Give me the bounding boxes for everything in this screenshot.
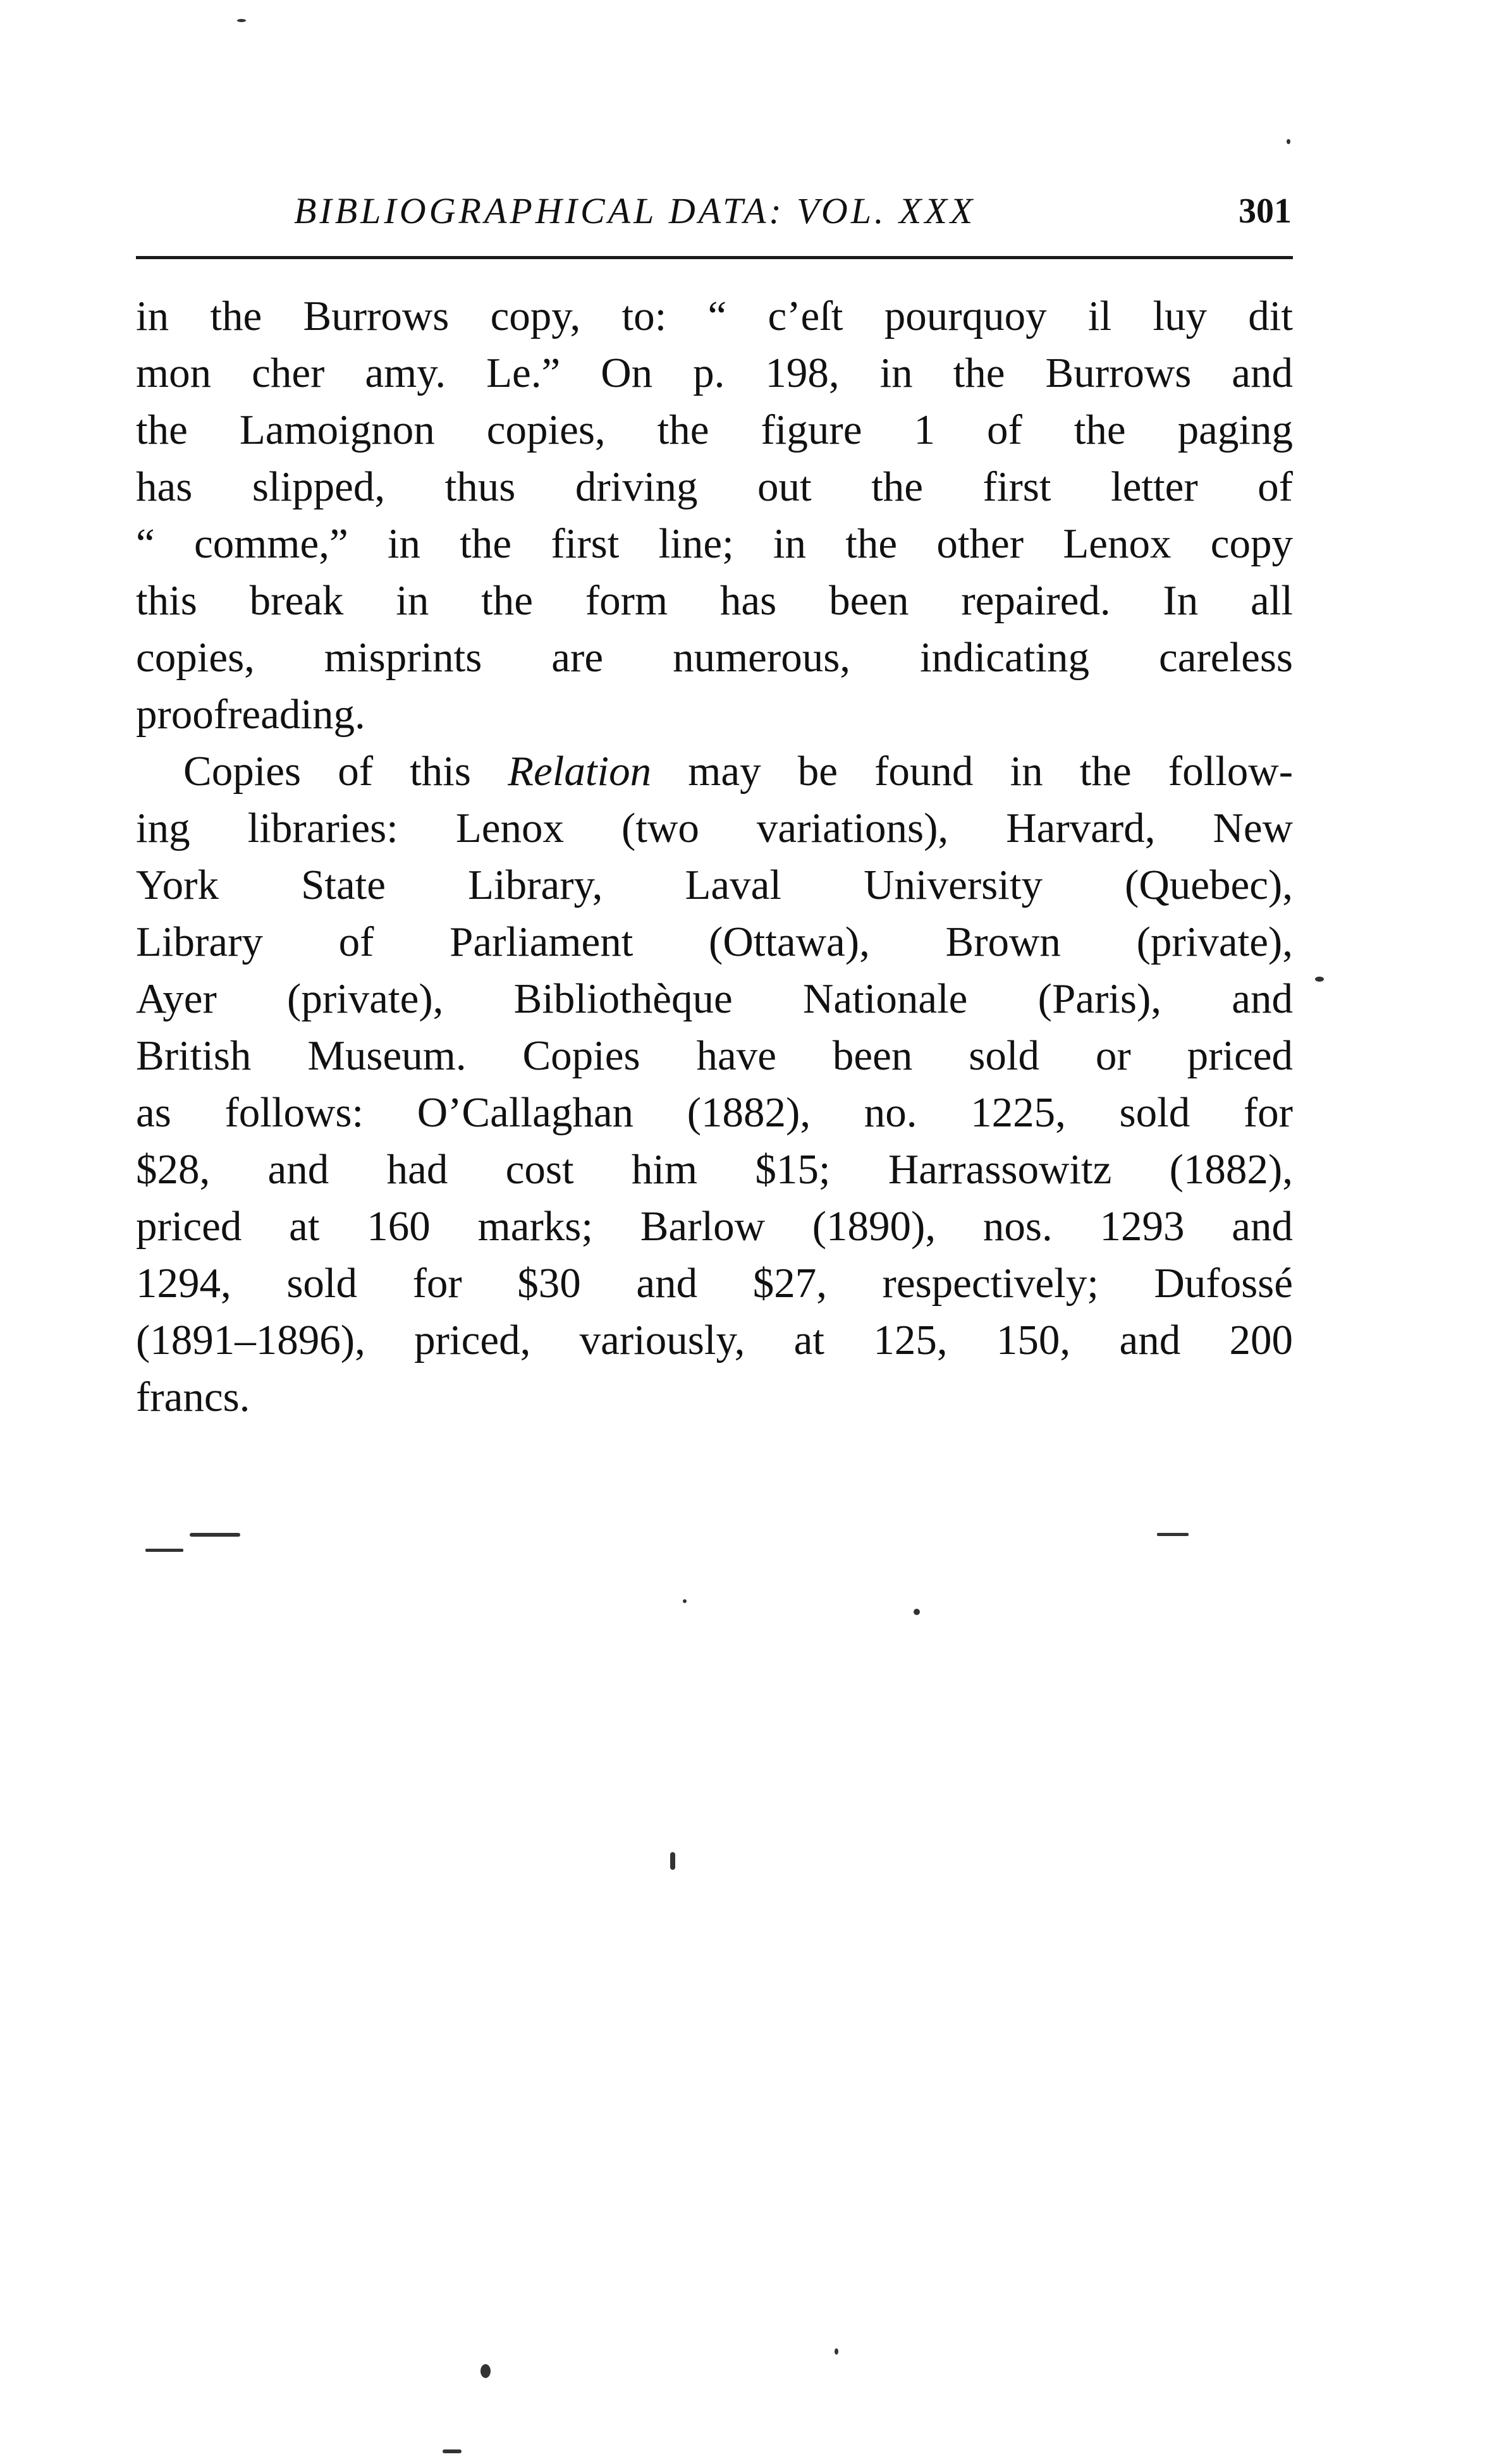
text-line: Library of Parliament (Ottawa), Brown (private), [136,918,1293,965]
scan-speck [190,1533,240,1537]
scan-speck [1157,1533,1189,1536]
text-line: $28, and had cost him $15; Harrassowitz (1882), [136,1146,1293,1193]
header-rule [136,256,1293,259]
text-line: Ayer (private), Bibliothèque Nationale (Paris), and [136,975,1293,1022]
text-line: mon cher amy. Le.” On p. 198, in the Burrows and [136,350,1293,396]
paragraph-1 [136,288,1293,743]
text-line: in the Burrows copy, to: “ c’eſt pourquoy il luy dit [136,293,1293,339]
text-line: this break in the form has been repaired. In all [136,577,1293,624]
text-line: francs. [136,1374,250,1420]
italic-title: Relation [508,748,652,795]
text-line: British Museum. Copies have been sold or priced [136,1032,1293,1079]
scan-speck [670,1852,675,1870]
scan-speck [480,2364,491,2378]
text-line: copies, misprints are numerous, indicating careless [136,634,1293,681]
text-line: ing libraries: Lenox (two variations), Harvard, New [136,805,1293,851]
text-line: “ comme,” in the first line; in the other Lenox copy [136,520,1293,567]
running-head-title: BIBLIOGRAPHICAL DATA: VOL. XXX [294,190,976,231]
scan-speck [683,1599,687,1603]
text-line: proofreading. [136,691,365,738]
scan-speck [835,2348,838,2355]
body-text [136,288,1293,1425]
running-head [136,185,1293,241]
text-line: York State Library, Laval University (Quebec), [136,862,1293,908]
page-number: 301 [1239,192,1292,231]
scan-speck [1287,139,1290,144]
text-line: Copies of this Relation may be found in the follow- [183,748,1294,795]
text-line: 1294, sold for $30 and $27, respectively; Dufossé [136,1260,1293,1307]
text-line: the Lamoignon copies, the figure 1 of the paging [136,406,1293,453]
text-line: priced at 160 marks; Barlow (1890), nos. 1293 and [136,1203,1293,1250]
text-line: (1891–1896), priced, variously, at 125, 150, and 200 [136,1317,1293,1363]
text-line: has slipped, thus driving out the first letter of [136,463,1293,510]
paragraph-2 [136,743,1293,1425]
scan-speck [237,19,246,22]
scan-speck [1315,977,1324,982]
scan-speck [443,2449,462,2453]
text-line: as follows: O’Callaghan (1882), no. 1225, sold for [136,1089,1293,1136]
scan-speck [145,1549,183,1552]
scan-speck [914,1609,920,1615]
